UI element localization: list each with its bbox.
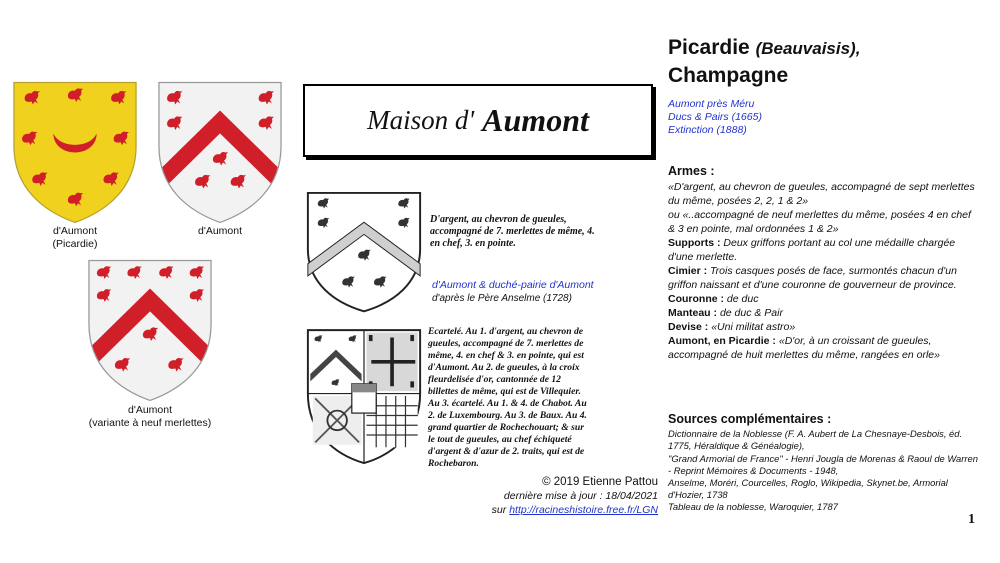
devise: Devise : «Uni militat astro» bbox=[668, 321, 796, 333]
link-aumont-pres-meru[interactable]: Aumont près Méru bbox=[668, 98, 755, 110]
link-ducs-pairs[interactable]: Ducs & Pairs (1665) bbox=[668, 111, 762, 123]
copyright-line: © 2019 Etienne Pattou bbox=[542, 476, 658, 488]
cimier: Cimier : Trois casques posés de face, surmontés chacun d'un griffon naissant et d'une couronne de gouverneur de province. bbox=[668, 265, 957, 291]
sur-label: sur bbox=[491, 504, 507, 516]
sources-section bbox=[668, 413, 978, 514]
title-name: Aumont bbox=[482, 102, 589, 138]
aumont-picardie: Aumont, en Picardie : «D'or, à un croissant de gueules, accompagné de huit merlettes du même, rangées en orle» bbox=[668, 335, 940, 361]
site-link[interactable]: http://racineshistoire.free.fr/LGN bbox=[509, 504, 658, 516]
shield-aumont bbox=[155, 80, 285, 225]
supports: Supports : Deux griffons portant au col une médaille chargée d'une merlette. bbox=[668, 237, 956, 263]
region-title bbox=[668, 34, 860, 89]
sources-header: Sources complémentaires : bbox=[668, 412, 832, 426]
shield-picardie-caption: d'Aumont (Picardie) bbox=[52, 225, 98, 250]
title-prefix: Maison d' bbox=[367, 105, 475, 135]
shield-variante-caption: d'Aumont (variante à neuf merlettes) bbox=[88, 404, 212, 429]
engraving-anselme bbox=[303, 188, 425, 315]
duche-pairie-link[interactable]: d'Aumont & duché-pairie d'Aumont bbox=[432, 279, 594, 291]
link-extinction[interactable]: Extinction (1888) bbox=[668, 124, 747, 136]
region-sub: (Beauvaisis), bbox=[755, 39, 861, 58]
region-line1: Picardie bbox=[668, 36, 750, 59]
page-number: 1 bbox=[968, 512, 975, 527]
armes-header: Armes : bbox=[668, 164, 715, 178]
source-line: Dictionnaire de la Noblesse (F. A. Aubert de La Chesnaye-Desbois, éd. 1775, Héraldique & Généalogie), bbox=[668, 428, 963, 452]
shield-picardie bbox=[10, 80, 140, 225]
engraving-ecartele-text: Ecartelé. Au 1. d'argent, au chevron de gueules, accompagné de 7. merlettes de même, 4. en chef & 3. en pointe, qui est d'Aumont. Au 2. de gueules, à la croix fleurdelisée d'or, cantonnée de 12 billettes de même, qui est de Villequier. Au 3. écartelé. Au 1. & 4. de Chabot. Au 2. de Luxembourg. Au 3. de Baux. Au 4. grand quartier de Rochechouart; & sur le tout de gueules, au chef échiqueté d'argent & d'azur de 2. traits, qui est de Rochebaron. bbox=[428, 326, 587, 469]
manteau: Manteau : de duc & Pair bbox=[668, 307, 783, 319]
region-line2: Champagne bbox=[668, 64, 789, 87]
source-line: Anselme, Moréri, Courcelles, Roglo, Wikipedia, Skynet.be, Armorial d'Hozier, 1738 bbox=[668, 477, 948, 501]
armes-section bbox=[668, 164, 978, 362]
shield-aumont-caption: d'Aumont bbox=[197, 225, 243, 237]
engraving-anselme-text: D'argent, au chevron de gueules, accompagné de 7. merlettes de même, 4. en chef, 3. en pointe. bbox=[430, 214, 595, 249]
copyright-block bbox=[440, 475, 658, 517]
engraving-anselme-caption bbox=[432, 279, 632, 305]
title-box bbox=[303, 84, 653, 157]
shield-variante bbox=[85, 258, 215, 403]
info-links bbox=[668, 98, 762, 137]
anselme-source: d'après le Père Anselme (1728) bbox=[432, 293, 572, 304]
last-update: dernière mise à jour : 18/04/2021 bbox=[503, 490, 658, 502]
source-line: Tableau de la noblesse, Waroquier, 1787 bbox=[668, 501, 838, 513]
armes-text1: «D'argent, au chevron de gueules, accompagné de sept merlettes du même, posées 2, 2, 1 & 2» bbox=[668, 181, 975, 207]
armes-text2: ou «..accompagné de neuf merlettes du même, posées 4 en chef & 3 en pointe, mal ordonnées 1 & 2» bbox=[668, 209, 971, 235]
source-line: "Grand Armorial de France" - Henri Jougla de Morenas & Raoul de Warren - Reprint Mémoires & Documents - 1948, bbox=[668, 452, 978, 476]
couronne: Couronne : de duc bbox=[668, 293, 759, 305]
engraving-ecartele bbox=[303, 325, 425, 467]
